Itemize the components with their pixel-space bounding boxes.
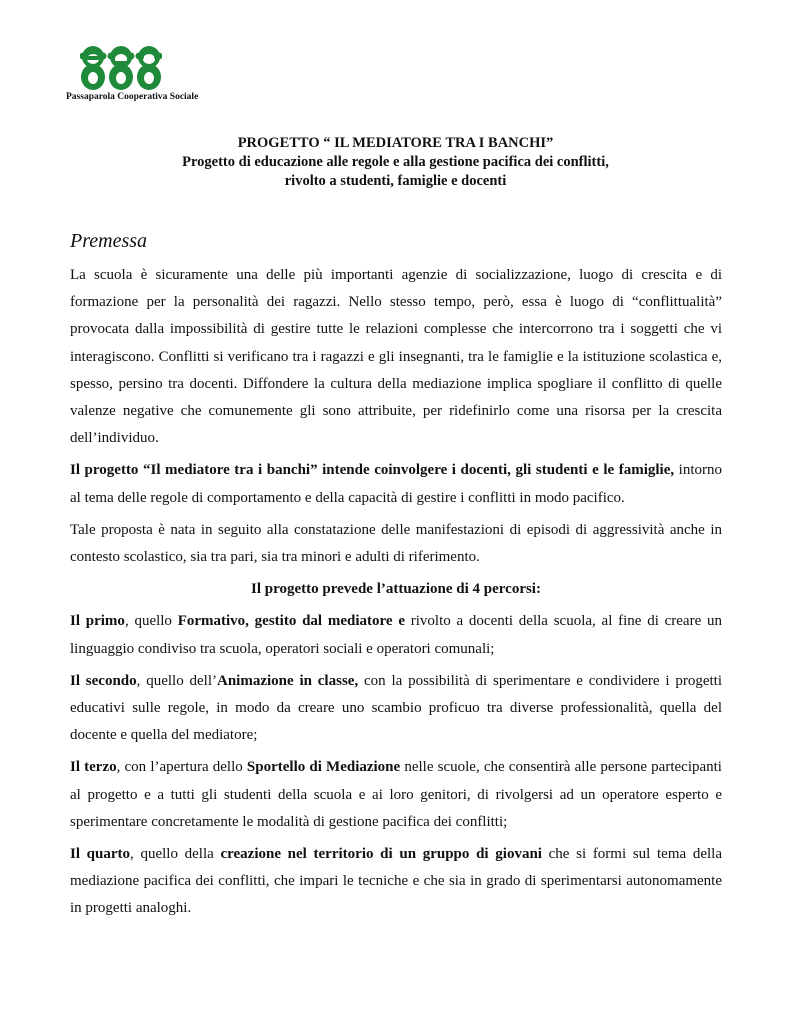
first-bold: Formativo, gestito dal mediatore e [177, 613, 405, 630]
title-line-3: rivolto a studenti, famiglie e docenti [284, 173, 507, 189]
second-text-2: con la possibilità di sperimentare e condividere i progetti educativi sulle regole, in modo da creare uno scambio proficuo tra diverse professionalità, quella del docente e quella del mediatore; [70, 672, 722, 744]
fourth-text-1: , quello della [130, 846, 221, 863]
paragraph-project-bold: Il progetto “Il mediatore tra i banchi” intende coinvolgere i docenti, gli studenti e le famiglie, [70, 462, 675, 479]
second-bold: Animazione in classe, [217, 672, 359, 689]
title-line-2: Progetto di educazione alle regole e alla gestione pacifica dei conflitti, [182, 154, 609, 170]
second-text-1: , quello dell’ [136, 672, 217, 689]
document-body [70, 262, 722, 928]
third-text-2: nelle scuole, che consentirà alle persone partecipanti al progetto e a tutti gli studenti della scuola e ai loro genitori, di rivolgersi ad un operatore esperto e sperimentare concretamente le modalità di gestione pacifica dei conflitti; [70, 759, 722, 830]
third-bold: Sportello di Mediazione [246, 759, 401, 776]
fourth-label: Il quarto [70, 846, 131, 863]
first-text-2: rivolto a docenti della scuola, al fine di creare un linguaggio condiviso tra scuola, operatori sociali e operatori comunali; [70, 613, 722, 657]
fourth-text-2: che si formi sul tema della mediazione pacifica dei conflitti, che impari le tecniche e che sia in grado di sperimentarsi autonomamente in progetti analoghi. [70, 846, 722, 917]
paragraph-fourth [70, 841, 722, 923]
three-monkeys-logo-icon [80, 44, 162, 90]
title-line-1: PROGETTO “ IL MEDIATORE TRA I BANCHI” [237, 135, 554, 151]
paragraph-context: Tale proposta è nata in seguito alla constatazione delle manifestazioni di episodi di aggressività anche in contesto scolastico, sia tra pari, sia tra minori e adulti di riferimento. [70, 521, 722, 566]
paragraph-project-text: intorno al tema delle regole di comportamento e della capacità di gestire i conflitti in modo pacifico. [70, 462, 722, 506]
third-text-1: , con l’apertura dello [116, 759, 247, 776]
paragraph-paths-heading: Il progetto prevede l’attuazione di 4 percorsi: [251, 581, 541, 598]
paragraph-first [70, 608, 722, 662]
paragraph-third [70, 754, 722, 836]
third-label: Il terzo [70, 759, 117, 776]
document-title-block [0, 134, 791, 191]
first-text-1: , quello [124, 613, 178, 630]
paragraph-intro: La scuola è sicuramente una delle più importanti agenzie di socializzazione, luogo di crescita e di formazione per la personalità dei ragazzi. Nello stesso tempo, però, essa è luogo di “conflittualità” provocata dalla impossibilità di gestire tutte le relazioni complesse che intercorrono tra i soggetti che vi interagiscono. Conflitti si verificano tra i ragazzi e gli insegnanti, tra le famiglie e la istituzione scolastica e, spesso, persino tra docenti. Diffondere la cultura della mediazione implica spogliare il conflitto di quelle valenze negative che comunemente gli sono attribuite, per ridefinirlo come una risorsa per la crescita dell’individuo. [70, 267, 722, 447]
paragraph-project [70, 457, 722, 511]
section-heading: Premessa [70, 230, 148, 252]
first-label: Il primo [70, 613, 125, 630]
header-logo-block [66, 44, 226, 102]
organization-name: Passaparola Cooperativa Sociale [66, 92, 199, 102]
paragraph-second [70, 668, 722, 750]
fourth-bold: creazione nel territorio di un gruppo di giovani [220, 846, 542, 863]
second-label: Il secondo [70, 672, 137, 689]
